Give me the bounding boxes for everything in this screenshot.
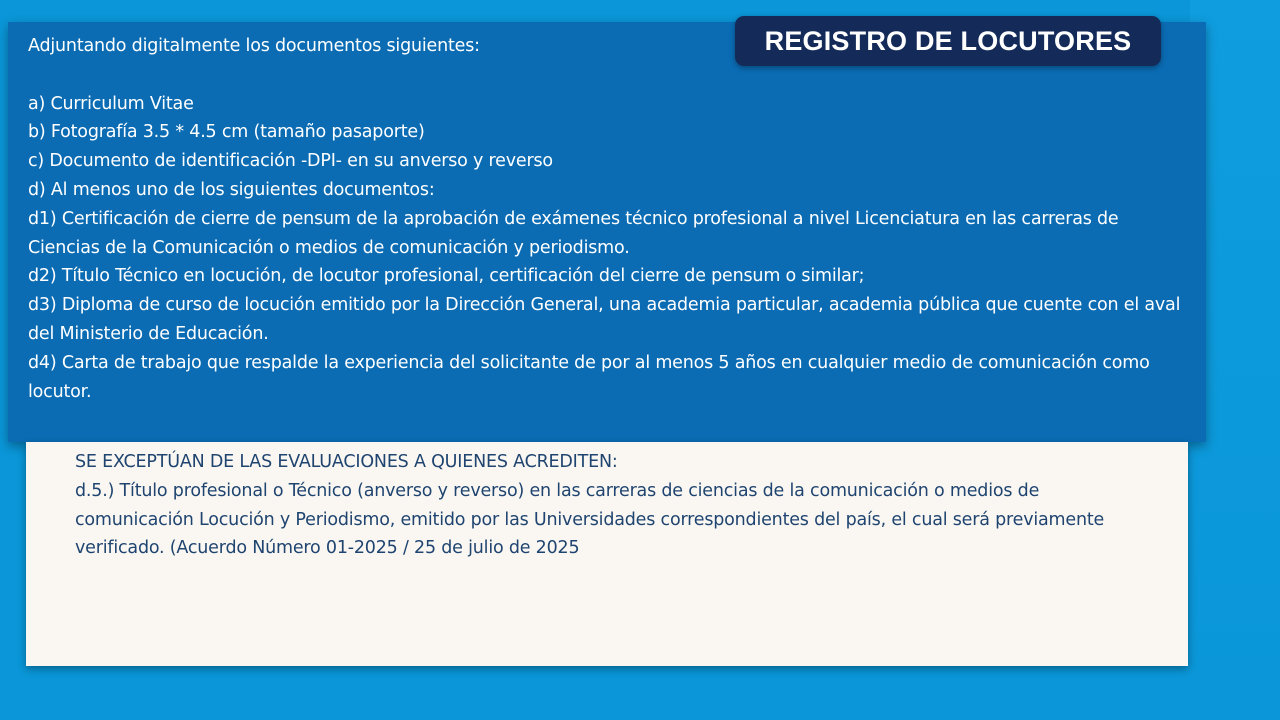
intro-text: Adjuntando digitalmente los documentos siguientes: <box>28 36 480 56</box>
exception-panel <box>26 442 1188 666</box>
requirement-d: d) Al menos uno de los siguientes documentos: <box>28 179 435 200</box>
requirement-d2: d2) Título Técnico en locución, de locutor profesional, certificación del cierre de pensum o similar; <box>28 266 865 287</box>
requirement-c: c) Documento de identificación -DPI- en su anverso y reverso <box>28 151 553 172</box>
requirement-d4: d4) Carta de trabajo que respalde la experiencia del solicitante de por al menos 5 años en cualquier medio de comunicación como locutor. <box>28 352 1150 402</box>
exception-body: d.5.) Título profesional o Técnico (anverso y reverso) en las carreras de ciencias de la comunicación o medios de comunicación Locución y Periodismo, emitido por las Universidades correspondientes del país, el cual será previamente verificado. (Acuerdo Número 01-2025 / 25 de julio de 2025 <box>75 480 1105 559</box>
requirement-a: a) Curriculum Vitae <box>28 93 194 114</box>
requirements-text <box>28 32 1188 406</box>
title-badge <box>735 16 1161 66</box>
requirement-b: b) Fotografía 3.5 * 4.5 cm (tamaño pasaporte) <box>28 122 425 143</box>
requirement-d1: d1) Certificación de cierre de pensum de la aprobación de exámenes técnico profesional a nivel Licenciatura en las carreras de Ciencias de la Comunicación o medios de comunicación y periodismo. <box>28 208 1119 258</box>
requirements-panel <box>8 22 1206 442</box>
exception-text <box>75 448 1155 563</box>
exception-heading: SE EXCEPTÚAN DE LAS EVALUACIONES A QUIENES ACREDITEN: <box>75 452 618 472</box>
slide-title: REGISTRO DE LOCUTORES <box>764 25 1132 56</box>
requirement-d3: d3) Diploma de curso de locución emitido por la Dirección General, una academia particular, academia pública que cuente con el aval del Ministerio de Educación. <box>28 295 1181 344</box>
